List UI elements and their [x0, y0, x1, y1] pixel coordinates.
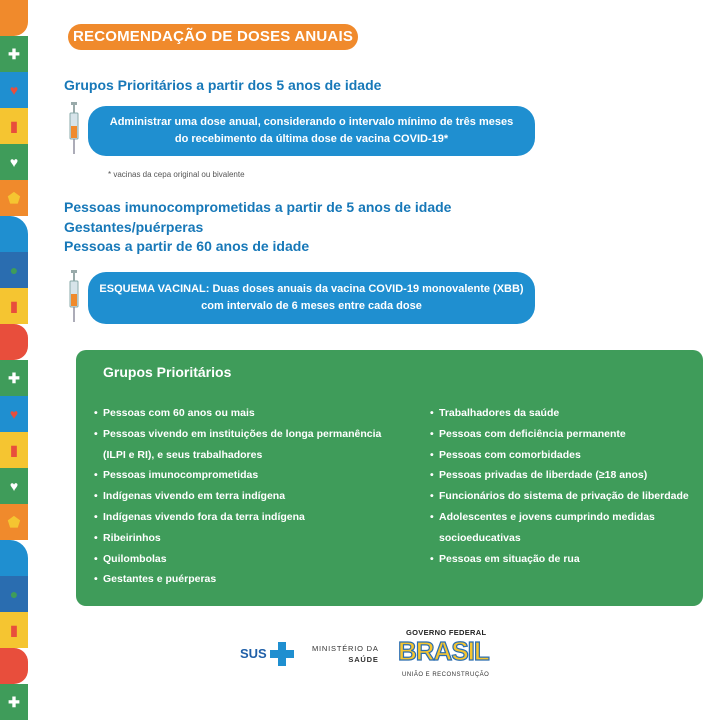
list-item-text: Pessoas vivendo em instituições de longa permanência — [103, 427, 382, 440]
section2-title — [64, 198, 451, 257]
shield-icon — [0, 324, 28, 360]
heart-icon: ♥ — [0, 468, 28, 504]
plus-icon — [268, 640, 296, 668]
shield-icon — [0, 0, 28, 36]
list-item: • Gestantes e puérperas — [94, 569, 381, 590]
list-item: • Pessoas com 60 anos ou mais — [94, 403, 381, 424]
list-item: • Pessoas com comorbidades — [430, 445, 689, 466]
section2-pill-line2: com intervalo de 6 meses entre cada dose — [201, 300, 422, 312]
ministerio-logo — [312, 643, 379, 665]
priority-groups-right-list — [430, 403, 689, 569]
list-item: • Pessoas com deficiência permanente — [430, 424, 689, 445]
list-item: • Pessoas em situação de rua — [430, 549, 689, 570]
heart-icon: ♥ — [0, 396, 28, 432]
list-item: • Pessoas imunocomprometidas — [94, 465, 381, 486]
list-item-text-cont: socioeducativas — [439, 531, 521, 544]
ministerio-line1: MINISTÉRIO DA — [312, 644, 379, 653]
list-item: • Funcionários do sistema de privação de liberdade — [430, 486, 689, 507]
page-title-tag: RECOMENDAÇÃO DE DOSES ANUAIS — [68, 24, 358, 50]
list-item: • Indígenas vivendo em terra indígena — [94, 486, 381, 507]
list-item — [94, 424, 381, 466]
plus-icon: ✚ — [0, 684, 28, 720]
section1-title: Grupos Prioritários a partir dos 5 anos de idade — [64, 77, 382, 93]
footnote: * vacinas da cepa original ou bivalente — [108, 170, 245, 179]
shield-icon: ⬟ — [0, 504, 28, 540]
section2-title-line: Gestantes/puérperas — [64, 218, 204, 235]
list-item: • Trabalhadores da saúde — [430, 403, 689, 424]
bottle-icon: ▮ — [0, 612, 28, 648]
slogan: UNIÃO E RECONSTRUÇÃO — [402, 672, 490, 678]
list-item: • Pessoas privadas de liberdade (≥18 anos) — [430, 465, 689, 486]
list-item: • Indígenas vivendo fora da terra indígena — [94, 507, 381, 528]
section1-info-pill — [88, 106, 535, 156]
list-item — [430, 507, 689, 549]
plus-icon: ✚ — [0, 36, 28, 72]
ministerio-line2: SAÚDE — [348, 655, 379, 664]
sus-logo — [240, 640, 298, 670]
section1-pill-line2: do recebimento da última dose de vacina COVID-19* — [174, 133, 449, 145]
syringe-icon — [66, 268, 82, 324]
drop-icon: ● — [0, 252, 28, 288]
shield-icon: ⬟ — [0, 180, 28, 216]
section2-title-line: Pessoas a partir de 60 anos de idade — [64, 238, 310, 254]
priority-groups-title: Grupos Prioritários — [103, 364, 232, 380]
leaf-icon — [0, 216, 28, 252]
list-item-text: Adolescentes e jovens cumprindo medidas — [439, 510, 655, 523]
bottle-icon: ▮ — [0, 432, 28, 468]
section2-title-line: Pessoas imunocomprometidas a partir de 5 anos de idade — [64, 199, 452, 215]
priority-groups-left-list — [94, 403, 381, 590]
leaf-icon — [0, 540, 28, 576]
gov-logo — [398, 628, 508, 688]
list-item: • Quilombolas — [94, 549, 381, 570]
syringe-icon — [66, 100, 82, 156]
heart-icon: ♥ — [0, 72, 28, 108]
gov-label: GOVERNO FEDERAL — [406, 628, 487, 637]
plus-icon: ✚ — [0, 360, 28, 396]
list-item-text-cont: (ILPI e RI), e seus trabalhadores — [103, 448, 263, 461]
drop-icon: ● — [0, 576, 28, 612]
heart-icon: ♥ — [0, 144, 28, 180]
brasil-logo: BRASIL — [398, 636, 489, 666]
section1-pill-line1: Administrar uma dose anual, considerando o intervalo mínimo de três meses — [109, 116, 514, 128]
decorative-strip — [0, 0, 28, 720]
shield-icon — [0, 648, 28, 684]
list-item: • Ribeirinhos — [94, 528, 381, 549]
sus-logo-text: SUS — [240, 646, 267, 661]
footer-logos — [240, 628, 520, 688]
section2-pill-line1: ESQUEMA VACINAL: Duas doses anuais da vacina COVID-19 monovalente (XBB) — [99, 283, 524, 295]
bottle-icon: ▮ — [0, 288, 28, 324]
bottle-icon: ▮ — [0, 108, 28, 144]
section2-info-pill — [88, 272, 535, 324]
